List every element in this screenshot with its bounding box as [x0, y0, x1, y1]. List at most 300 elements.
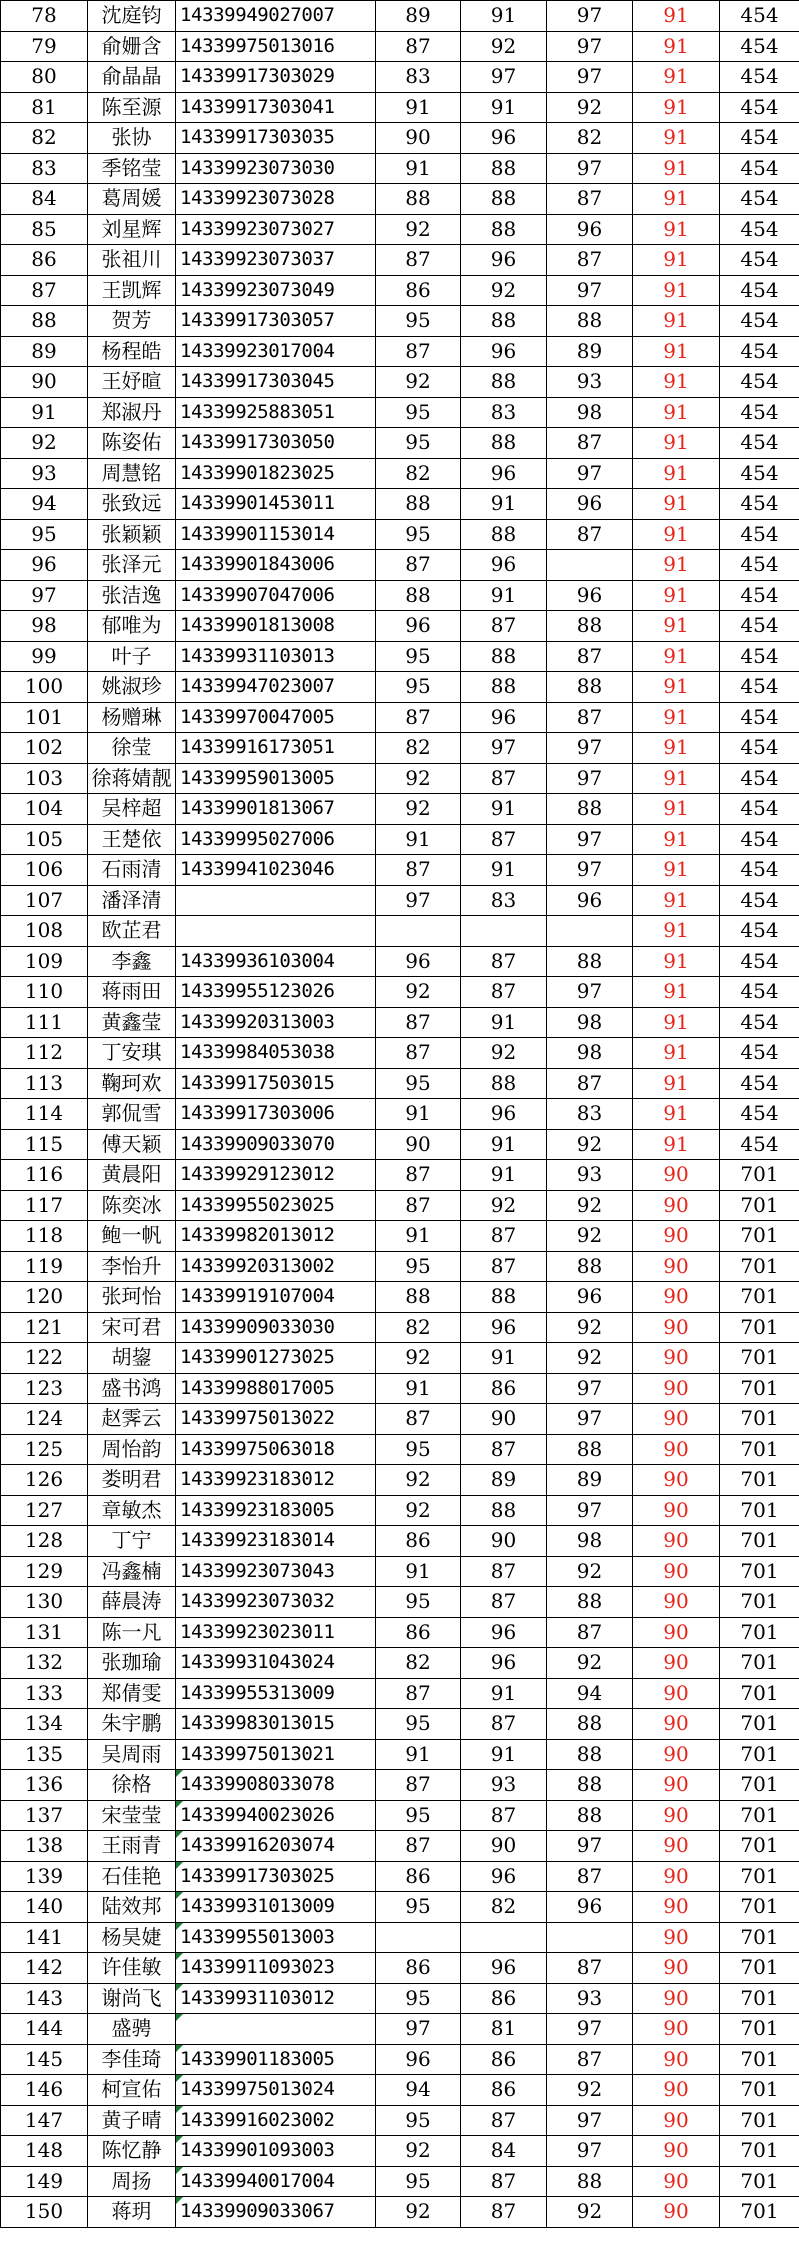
score-2-cell[interactable]: 96: [461, 1861, 547, 1892]
score-2-cell[interactable]: 96: [461, 1617, 547, 1648]
student-id-cell[interactable]: 14339940023026: [176, 1800, 376, 1831]
score-1-cell[interactable]: 82: [376, 458, 461, 489]
rank-score-cell[interactable]: 91: [633, 1, 720, 32]
group-count-cell[interactable]: 701: [720, 1495, 799, 1526]
score-3-cell[interactable]: 96: [547, 1892, 633, 1923]
score-2-cell[interactable]: 88: [461, 153, 547, 184]
row-number-cell[interactable]: 136: [1, 1770, 88, 1801]
score-3-cell[interactable]: 97: [547, 977, 633, 1008]
student-id-cell[interactable]: 14339917303050: [176, 428, 376, 459]
student-name-cell[interactable]: 俞姗含: [88, 31, 176, 62]
rank-score-cell[interactable]: 91: [633, 214, 720, 245]
student-id-cell[interactable]: 14339901273025: [176, 1343, 376, 1374]
student-id-cell[interactable]: 14339975013021: [176, 1739, 376, 1770]
rank-score-cell[interactable]: 91: [633, 245, 720, 276]
score-3-cell[interactable]: 97: [547, 153, 633, 184]
score-2-cell[interactable]: 82: [461, 1892, 547, 1923]
student-name-cell[interactable]: 蒋玥: [88, 2197, 176, 2228]
group-count-cell[interactable]: 454: [720, 824, 799, 855]
score-1-cell[interactable]: 92: [376, 977, 461, 1008]
score-2-cell[interactable]: 87: [461, 2105, 547, 2136]
row-number-cell[interactable]: 141: [1, 1922, 88, 1953]
student-id-cell[interactable]: 14339988017005: [176, 1373, 376, 1404]
student-id-cell[interactable]: 14339995027006: [176, 824, 376, 855]
rank-score-cell[interactable]: 91: [633, 763, 720, 794]
score-2-cell[interactable]: 90: [461, 1526, 547, 1557]
student-name-cell[interactable]: 潘泽清: [88, 885, 176, 916]
row-number-cell[interactable]: 79: [1, 31, 88, 62]
row-number-cell[interactable]: 131: [1, 1617, 88, 1648]
rank-score-cell[interactable]: 91: [633, 62, 720, 93]
score-3-cell[interactable]: 92: [547, 1648, 633, 1679]
row-number-cell[interactable]: 91: [1, 397, 88, 428]
rank-score-cell[interactable]: 91: [633, 946, 720, 977]
score-1-cell[interactable]: 87: [376, 31, 461, 62]
score-1-cell[interactable]: 88: [376, 580, 461, 611]
score-2-cell[interactable]: 87: [461, 1251, 547, 1282]
rank-score-cell[interactable]: 91: [633, 855, 720, 886]
row-number-cell[interactable]: 98: [1, 611, 88, 642]
rank-score-cell[interactable]: 90: [633, 1495, 720, 1526]
score-3-cell[interactable]: 87: [547, 641, 633, 672]
score-3-cell[interactable]: 92: [547, 1129, 633, 1160]
student-name-cell[interactable]: 王凯辉: [88, 275, 176, 306]
score-3-cell[interactable]: 97: [547, 824, 633, 855]
score-2-cell[interactable]: 86: [461, 1983, 547, 2014]
score-1-cell[interactable]: 87: [376, 702, 461, 733]
student-name-cell[interactable]: 陆效邦: [88, 1892, 176, 1923]
student-name-cell[interactable]: 姚淑珍: [88, 672, 176, 703]
student-name-cell[interactable]: 郑淑丹: [88, 397, 176, 428]
score-3-cell[interactable]: 98: [547, 1007, 633, 1038]
score-3-cell[interactable]: 92: [547, 1343, 633, 1374]
rank-score-cell[interactable]: 91: [633, 184, 720, 215]
score-3-cell[interactable]: 92: [547, 92, 633, 123]
rank-score-cell[interactable]: 90: [633, 2044, 720, 2075]
score-3-cell[interactable]: 88: [547, 1739, 633, 1770]
row-number-cell[interactable]: 120: [1, 1282, 88, 1313]
group-count-cell[interactable]: 454: [720, 1068, 799, 1099]
score-1-cell[interactable]: 83: [376, 62, 461, 93]
score-2-cell[interactable]: 96: [461, 1953, 547, 1984]
rank-score-cell[interactable]: 90: [633, 1861, 720, 1892]
student-name-cell[interactable]: 周慧铭: [88, 458, 176, 489]
student-id-cell[interactable]: 14339920313003: [176, 1007, 376, 1038]
rank-score-cell[interactable]: 91: [633, 92, 720, 123]
row-number-cell[interactable]: 150: [1, 2197, 88, 2228]
group-count-cell[interactable]: 454: [720, 92, 799, 123]
group-count-cell[interactable]: 701: [720, 1526, 799, 1557]
rank-score-cell[interactable]: 91: [633, 428, 720, 459]
score-2-cell[interactable]: 88: [461, 306, 547, 337]
score-1-cell[interactable]: 92: [376, 794, 461, 825]
student-name-cell[interactable]: 李鑫: [88, 946, 176, 977]
student-id-cell[interactable]: 14339975013022: [176, 1404, 376, 1435]
student-id-cell[interactable]: [176, 885, 376, 916]
group-count-cell[interactable]: 701: [720, 1739, 799, 1770]
score-1-cell[interactable]: 95: [376, 428, 461, 459]
student-name-cell[interactable]: 周扬: [88, 2166, 176, 2197]
student-id-cell[interactable]: 14339923073032: [176, 1587, 376, 1618]
score-2-cell[interactable]: 87: [461, 1800, 547, 1831]
score-2-cell[interactable]: 91: [461, 1343, 547, 1374]
student-id-cell[interactable]: 14339923073037: [176, 245, 376, 276]
student-id-cell[interactable]: 14339929123012: [176, 1160, 376, 1191]
row-number-cell[interactable]: 78: [1, 1, 88, 32]
group-count-cell[interactable]: 701: [720, 1587, 799, 1618]
score-2-cell[interactable]: 83: [461, 397, 547, 428]
student-id-cell[interactable]: 14339923073027: [176, 214, 376, 245]
student-id-cell[interactable]: 14339936103004: [176, 946, 376, 977]
student-id-cell[interactable]: 14339909033030: [176, 1312, 376, 1343]
rank-score-cell[interactable]: 90: [633, 1465, 720, 1496]
score-3-cell[interactable]: 96: [547, 885, 633, 916]
student-name-cell[interactable]: 张珂怡: [88, 1282, 176, 1313]
score-3-cell[interactable]: 92: [547, 1190, 633, 1221]
score-2-cell[interactable]: 88: [461, 672, 547, 703]
score-3-cell[interactable]: 88: [547, 672, 633, 703]
rank-score-cell[interactable]: 91: [633, 336, 720, 367]
score-3-cell[interactable]: 97: [547, 275, 633, 306]
score-1-cell[interactable]: [376, 916, 461, 947]
score-2-cell[interactable]: 91: [461, 794, 547, 825]
student-name-cell[interactable]: 张致远: [88, 489, 176, 520]
rank-score-cell[interactable]: 91: [633, 611, 720, 642]
score-2-cell[interactable]: 88: [461, 214, 547, 245]
score-1-cell[interactable]: 91: [376, 1556, 461, 1587]
student-name-cell[interactable]: 石雨清: [88, 855, 176, 886]
row-number-cell[interactable]: 80: [1, 62, 88, 93]
score-3-cell[interactable]: 97: [547, 1, 633, 32]
student-name-cell[interactable]: 郑倩雯: [88, 1678, 176, 1709]
student-name-cell[interactable]: 赵霁云: [88, 1404, 176, 1435]
score-3-cell[interactable]: 87: [547, 1953, 633, 1984]
student-id-cell[interactable]: 14339917303057: [176, 306, 376, 337]
rank-score-cell[interactable]: 91: [633, 519, 720, 550]
student-id-cell[interactable]: 14339923183012: [176, 1465, 376, 1496]
score-1-cell[interactable]: 94: [376, 2075, 461, 2106]
row-number-cell[interactable]: 148: [1, 2136, 88, 2167]
score-1-cell[interactable]: [376, 1922, 461, 1953]
group-count-cell[interactable]: 701: [720, 1221, 799, 1252]
score-2-cell[interactable]: 87: [461, 1556, 547, 1587]
score-1-cell[interactable]: 96: [376, 2044, 461, 2075]
student-name-cell[interactable]: 陈姿佑: [88, 428, 176, 459]
row-number-cell[interactable]: 132: [1, 1648, 88, 1679]
student-name-cell[interactable]: 张协: [88, 123, 176, 154]
group-count-cell[interactable]: 701: [720, 1465, 799, 1496]
score-3-cell[interactable]: 96: [547, 1282, 633, 1313]
score-3-cell[interactable]: 87: [547, 702, 633, 733]
student-name-cell[interactable]: 宋莹莹: [88, 1800, 176, 1831]
group-count-cell[interactable]: 701: [720, 1892, 799, 1923]
score-1-cell[interactable]: 95: [376, 1068, 461, 1099]
student-id-cell[interactable]: 14339931043024: [176, 1648, 376, 1679]
score-3-cell[interactable]: 97: [547, 2105, 633, 2136]
student-name-cell[interactable]: 王楚依: [88, 824, 176, 855]
student-name-cell[interactable]: 盛书鸿: [88, 1373, 176, 1404]
group-count-cell[interactable]: 454: [720, 611, 799, 642]
row-number-cell[interactable]: 145: [1, 2044, 88, 2075]
score-2-cell[interactable]: 83: [461, 885, 547, 916]
student-id-cell[interactable]: 14339982013012: [176, 1221, 376, 1252]
score-3-cell[interactable]: 88: [547, 1770, 633, 1801]
student-id-cell[interactable]: 14339923073030: [176, 153, 376, 184]
score-2-cell[interactable]: 87: [461, 977, 547, 1008]
student-name-cell[interactable]: 张颖颖: [88, 519, 176, 550]
group-count-cell[interactable]: 701: [720, 2166, 799, 2197]
student-name-cell[interactable]: 薛晨涛: [88, 1587, 176, 1618]
score-2-cell[interactable]: 88: [461, 428, 547, 459]
student-id-cell[interactable]: 14339923073049: [176, 275, 376, 306]
score-1-cell[interactable]: 92: [376, 1465, 461, 1496]
student-id-cell[interactable]: 14339923183005: [176, 1495, 376, 1526]
student-id-cell[interactable]: 14339920313002: [176, 1251, 376, 1282]
score-3-cell[interactable]: 88: [547, 1587, 633, 1618]
score-3-cell[interactable]: 92: [547, 2197, 633, 2228]
group-count-cell[interactable]: 454: [720, 214, 799, 245]
score-3-cell[interactable]: 88: [547, 946, 633, 977]
student-id-cell[interactable]: [176, 2014, 376, 2045]
score-1-cell[interactable]: 89: [376, 1, 461, 32]
group-count-cell[interactable]: 454: [720, 397, 799, 428]
score-2-cell[interactable]: 88: [461, 1495, 547, 1526]
score-3-cell[interactable]: 88: [547, 1800, 633, 1831]
group-count-cell[interactable]: 454: [720, 519, 799, 550]
row-number-cell[interactable]: 121: [1, 1312, 88, 1343]
score-1-cell[interactable]: 92: [376, 1495, 461, 1526]
student-name-cell[interactable]: 杨赠琳: [88, 702, 176, 733]
student-name-cell[interactable]: 吴梓超: [88, 794, 176, 825]
score-3-cell[interactable]: 92: [547, 1556, 633, 1587]
score-3-cell[interactable]: 92: [547, 1221, 633, 1252]
score-1-cell[interactable]: 86: [376, 1617, 461, 1648]
rank-score-cell[interactable]: 91: [633, 31, 720, 62]
group-count-cell[interactable]: 454: [720, 550, 799, 581]
group-count-cell[interactable]: 454: [720, 763, 799, 794]
student-name-cell[interactable]: 李佳琦: [88, 2044, 176, 2075]
score-2-cell[interactable]: 92: [461, 31, 547, 62]
student-name-cell[interactable]: 陈至源: [88, 92, 176, 123]
group-count-cell[interactable]: 701: [720, 2014, 799, 2045]
score-3-cell[interactable]: 88: [547, 306, 633, 337]
student-id-cell[interactable]: 14339925883051: [176, 397, 376, 428]
score-1-cell[interactable]: 92: [376, 2136, 461, 2167]
row-number-cell[interactable]: 117: [1, 1190, 88, 1221]
student-name-cell[interactable]: 许佳敏: [88, 1953, 176, 1984]
group-count-cell[interactable]: 454: [720, 580, 799, 611]
student-id-cell[interactable]: 14339955023025: [176, 1190, 376, 1221]
score-3-cell[interactable]: 97: [547, 733, 633, 764]
student-id-cell[interactable]: 14339901813008: [176, 611, 376, 642]
score-1-cell[interactable]: 86: [376, 1953, 461, 1984]
score-2-cell[interactable]: 96: [461, 550, 547, 581]
student-name-cell[interactable]: 黄子晴: [88, 2105, 176, 2136]
rank-score-cell[interactable]: 90: [633, 1190, 720, 1221]
student-name-cell[interactable]: 郁唯为: [88, 611, 176, 642]
score-2-cell[interactable]: 91: [461, 1739, 547, 1770]
row-number-cell[interactable]: 147: [1, 2105, 88, 2136]
student-name-cell[interactable]: 胡鋆: [88, 1343, 176, 1374]
rank-score-cell[interactable]: 90: [633, 1739, 720, 1770]
student-name-cell[interactable]: 沈庭钧: [88, 1, 176, 32]
rank-score-cell[interactable]: 90: [633, 1312, 720, 1343]
score-1-cell[interactable]: 92: [376, 214, 461, 245]
rank-score-cell[interactable]: 91: [633, 672, 720, 703]
rank-score-cell[interactable]: 90: [633, 1434, 720, 1465]
group-count-cell[interactable]: 454: [720, 123, 799, 154]
group-count-cell[interactable]: 701: [720, 1953, 799, 1984]
student-name-cell[interactable]: 郭侃雪: [88, 1099, 176, 1130]
score-2-cell[interactable]: 87: [461, 763, 547, 794]
student-name-cell[interactable]: 傅天颖: [88, 1129, 176, 1160]
score-1-cell[interactable]: 87: [376, 550, 461, 581]
score-2-cell[interactable]: 93: [461, 1770, 547, 1801]
group-count-cell[interactable]: 454: [720, 153, 799, 184]
row-number-cell[interactable]: 100: [1, 672, 88, 703]
group-count-cell[interactable]: 701: [720, 1312, 799, 1343]
score-2-cell[interactable]: 91: [461, 1678, 547, 1709]
row-number-cell[interactable]: 95: [1, 519, 88, 550]
rank-score-cell[interactable]: 90: [633, 2105, 720, 2136]
rank-score-cell[interactable]: 90: [633, 1770, 720, 1801]
rank-score-cell[interactable]: 91: [633, 1129, 720, 1160]
student-id-cell[interactable]: 14339901453011: [176, 489, 376, 520]
score-3-cell[interactable]: 88: [547, 611, 633, 642]
group-count-cell[interactable]: 701: [720, 2075, 799, 2106]
student-name-cell[interactable]: 吴周雨: [88, 1739, 176, 1770]
student-id-cell[interactable]: 14339949027007: [176, 1, 376, 32]
score-3-cell[interactable]: 98: [547, 397, 633, 428]
student-name-cell[interactable]: 杨程皓: [88, 336, 176, 367]
student-name-cell[interactable]: 徐蒋婧靓: [88, 763, 176, 794]
group-count-cell[interactable]: 454: [720, 702, 799, 733]
rank-score-cell[interactable]: 91: [633, 489, 720, 520]
student-id-cell[interactable]: 14339955013003: [176, 1922, 376, 1953]
student-name-cell[interactable]: 黄鑫莹: [88, 1007, 176, 1038]
student-name-cell[interactable]: 宋可君: [88, 1312, 176, 1343]
score-2-cell[interactable]: 91: [461, 1160, 547, 1191]
group-count-cell[interactable]: 454: [720, 946, 799, 977]
row-number-cell[interactable]: 129: [1, 1556, 88, 1587]
row-number-cell[interactable]: 85: [1, 214, 88, 245]
score-2-cell[interactable]: 88: [461, 1068, 547, 1099]
rank-score-cell[interactable]: 91: [633, 580, 720, 611]
student-name-cell[interactable]: 王妤暄: [88, 367, 176, 398]
score-3-cell[interactable]: 93: [547, 367, 633, 398]
score-1-cell[interactable]: 92: [376, 1343, 461, 1374]
score-3-cell[interactable]: 97: [547, 1831, 633, 1862]
row-number-cell[interactable]: 103: [1, 763, 88, 794]
student-name-cell[interactable]: 鲍一帆: [88, 1221, 176, 1252]
group-count-cell[interactable]: 454: [720, 184, 799, 215]
group-count-cell[interactable]: 454: [720, 794, 799, 825]
row-number-cell[interactable]: 140: [1, 1892, 88, 1923]
rank-score-cell[interactable]: 90: [633, 1831, 720, 1862]
rank-score-cell[interactable]: 90: [633, 1678, 720, 1709]
student-id-cell[interactable]: 14339923017004: [176, 336, 376, 367]
row-number-cell[interactable]: 143: [1, 1983, 88, 2014]
student-id-cell[interactable]: 14339909033070: [176, 1129, 376, 1160]
group-count-cell[interactable]: 454: [720, 1038, 799, 1069]
rank-score-cell[interactable]: 91: [633, 885, 720, 916]
student-id-cell[interactable]: 14339916173051: [176, 733, 376, 764]
score-1-cell[interactable]: 92: [376, 2197, 461, 2228]
student-id-cell[interactable]: 14339923023011: [176, 1617, 376, 1648]
score-3-cell[interactable]: [547, 1922, 633, 1953]
score-2-cell[interactable]: 97: [461, 733, 547, 764]
group-count-cell[interactable]: 701: [720, 2136, 799, 2167]
rank-score-cell[interactable]: 91: [633, 550, 720, 581]
score-2-cell[interactable]: 87: [461, 1709, 547, 1740]
group-count-cell[interactable]: 701: [720, 2105, 799, 2136]
student-id-cell[interactable]: 14339917303006: [176, 1099, 376, 1130]
row-number-cell[interactable]: 107: [1, 885, 88, 916]
row-number-cell[interactable]: 126: [1, 1465, 88, 1496]
rank-score-cell[interactable]: 90: [633, 1373, 720, 1404]
student-id-cell[interactable]: 14339923183014: [176, 1526, 376, 1557]
score-2-cell[interactable]: 90: [461, 1831, 547, 1862]
group-count-cell[interactable]: 454: [720, 275, 799, 306]
score-2-cell[interactable]: 90: [461, 1404, 547, 1435]
score-3-cell[interactable]: 88: [547, 2166, 633, 2197]
group-count-cell[interactable]: 454: [720, 977, 799, 1008]
group-count-cell[interactable]: 454: [720, 1, 799, 32]
score-3-cell[interactable]: 87: [547, 519, 633, 550]
row-number-cell[interactable]: 119: [1, 1251, 88, 1282]
rank-score-cell[interactable]: 91: [633, 153, 720, 184]
rank-score-cell[interactable]: 91: [633, 641, 720, 672]
score-2-cell[interactable]: 96: [461, 1648, 547, 1679]
group-count-cell[interactable]: 701: [720, 1678, 799, 1709]
row-number-cell[interactable]: 109: [1, 946, 88, 977]
row-number-cell[interactable]: 133: [1, 1678, 88, 1709]
student-id-cell[interactable]: 14339901153014: [176, 519, 376, 550]
row-number-cell[interactable]: 88: [1, 306, 88, 337]
student-name-cell[interactable]: 蒋雨田: [88, 977, 176, 1008]
row-number-cell[interactable]: 110: [1, 977, 88, 1008]
student-name-cell[interactable]: 张泽元: [88, 550, 176, 581]
rank-score-cell[interactable]: 91: [633, 1099, 720, 1130]
score-1-cell[interactable]: 95: [376, 1251, 461, 1282]
group-count-cell[interactable]: 701: [720, 1709, 799, 1740]
score-1-cell[interactable]: 82: [376, 1312, 461, 1343]
student-name-cell[interactable]: 张洁逸: [88, 580, 176, 611]
student-id-cell[interactable]: 14339911093023: [176, 1953, 376, 1984]
row-number-cell[interactable]: 130: [1, 1587, 88, 1618]
student-name-cell[interactable]: 杨昊婕: [88, 1922, 176, 1953]
score-3-cell[interactable]: 97: [547, 763, 633, 794]
row-number-cell[interactable]: 108: [1, 916, 88, 947]
group-count-cell[interactable]: 701: [720, 1190, 799, 1221]
score-3-cell[interactable]: 97: [547, 62, 633, 93]
rank-score-cell[interactable]: 90: [633, 1526, 720, 1557]
row-number-cell[interactable]: 96: [1, 550, 88, 581]
group-count-cell[interactable]: 454: [720, 672, 799, 703]
student-name-cell[interactable]: 丁安琪: [88, 1038, 176, 1069]
score-1-cell[interactable]: 87: [376, 1404, 461, 1435]
score-3-cell[interactable]: 97: [547, 2014, 633, 2045]
score-3-cell[interactable]: 93: [547, 1160, 633, 1191]
score-1-cell[interactable]: 88: [376, 1282, 461, 1313]
score-2-cell[interactable]: 81: [461, 2014, 547, 2045]
score-2-cell[interactable]: 92: [461, 1038, 547, 1069]
score-1-cell[interactable]: 87: [376, 1831, 461, 1862]
group-count-cell[interactable]: 701: [720, 1770, 799, 1801]
group-count-cell[interactable]: 454: [720, 489, 799, 520]
score-3-cell[interactable]: 87: [547, 1068, 633, 1099]
score-3-cell[interactable]: 97: [547, 855, 633, 886]
